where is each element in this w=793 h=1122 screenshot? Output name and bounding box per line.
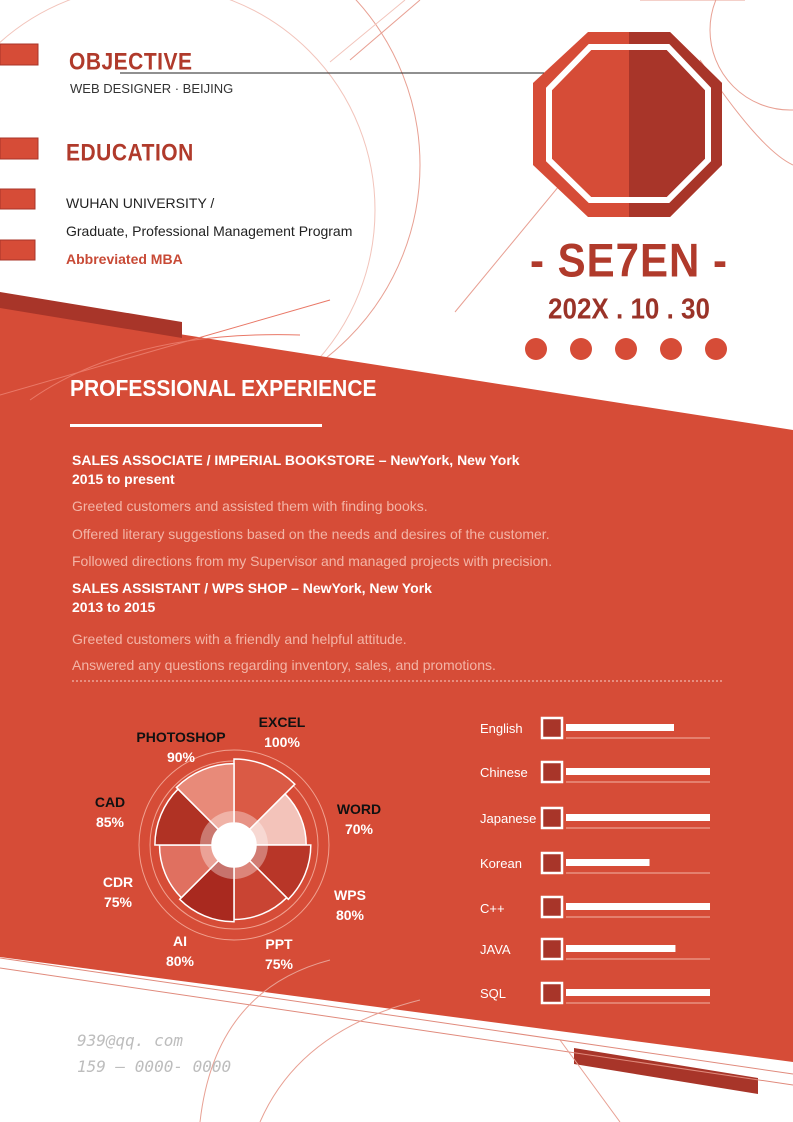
- profile-dots: [525, 338, 727, 360]
- lang-marker-cpp: [542, 897, 562, 917]
- decor-circle-3: [710, 0, 793, 110]
- job-1-period: 2015 to present: [72, 471, 175, 487]
- profile-date: 202X . 10 . 30: [548, 292, 710, 325]
- experience-title: PROFESSIONAL EXPERIENCE: [70, 376, 377, 402]
- lang-label-japanese: Japanese: [480, 811, 537, 826]
- lang-bar-java: [566, 945, 675, 952]
- profile-dot: [570, 338, 592, 360]
- skill-pct-excel: 100%: [264, 734, 300, 750]
- job-1-duty-1: Greeted customers and assisted them with finding books.: [72, 498, 428, 514]
- lang-bar-korean: [566, 859, 650, 866]
- tab-education: [0, 138, 38, 159]
- education-program: Graduate, Professional Management Program: [66, 223, 353, 239]
- lang-bar-japanese: [566, 814, 710, 821]
- lang-marker-korean: [542, 853, 562, 873]
- skill-label-word: WORD: [336, 801, 382, 817]
- decor-line-1: [350, 0, 420, 60]
- profile-dot: [525, 338, 547, 360]
- skill-label-cad: CAD: [94, 794, 126, 810]
- lang-bar-sql: [566, 989, 710, 996]
- lang-marker-sql: [542, 983, 562, 1003]
- skill-pct-word: 70%: [344, 821, 374, 837]
- profile-emblem: [533, 32, 722, 217]
- skill-pct-cad: 85%: [95, 814, 125, 830]
- skill-label-ai: AI: [173, 933, 187, 949]
- lang-marker-english: [542, 718, 562, 738]
- job-2-duty-1: Greeted customers with a friendly and helpful attitude.: [72, 631, 407, 647]
- profile-name: - SE7EN -: [529, 234, 729, 287]
- skill-pct-cdr: 75%: [103, 894, 133, 910]
- lang-label-english: English: [480, 721, 523, 736]
- job-2-period: 2013 to 2015: [72, 599, 156, 615]
- lang-bar-english: [566, 724, 674, 731]
- skill-label-photoshop: PHOTOSHOP: [136, 729, 226, 745]
- tab-school: [0, 189, 35, 209]
- profile-dot: [615, 338, 637, 360]
- tab-degree: [0, 240, 35, 260]
- lang-bar-chinese: [566, 768, 710, 775]
- lang-marker-chinese: [542, 762, 562, 782]
- lang-label-cpp: C++: [480, 901, 505, 916]
- decor-line-2: [330, 0, 405, 62]
- lang-label-korean: Korean: [480, 856, 522, 871]
- lang-label-chinese: Chinese: [480, 765, 528, 780]
- education-title: EDUCATION: [66, 140, 194, 167]
- skill-label-cdr: CDR: [102, 874, 134, 890]
- job-2-duty-2: Answered any questions regarding inventory, sales, and promotions.: [72, 657, 496, 673]
- lang-bar-cpp: [566, 903, 710, 910]
- job-1-duty-3: Followed directions from my Supervisor and managed projects with precision.: [72, 553, 553, 569]
- skill-pct-photoshop: 90%: [166, 749, 196, 765]
- education-school: WUHAN UNIVERSITY /: [66, 195, 215, 211]
- wheel-center: [212, 823, 256, 867]
- skill-label-ppt: PPT: [265, 936, 293, 952]
- bottom-right-bar: [574, 1048, 758, 1094]
- contact-phone: 159 — 0000- 0000: [77, 1057, 232, 1076]
- skill-pct-ai: 80%: [165, 953, 195, 969]
- job-2-title: SALES ASSISTANT / WPS SHOP – NewYork, New York: [72, 580, 432, 596]
- lang-marker-java: [542, 939, 562, 959]
- skill-pct-wps: 80%: [335, 907, 365, 923]
- lang-label-java: JAVA: [480, 942, 511, 957]
- objective-subtitle: WEB DESIGNER · BEIJING: [70, 81, 234, 96]
- education-degree: Abbreviated MBA: [66, 251, 183, 267]
- tab-objective: [0, 44, 38, 65]
- profile-dot: [660, 338, 682, 360]
- contact-email: 939@qq. com: [77, 1031, 183, 1050]
- objective-title: OBJECTIVE: [69, 49, 193, 76]
- job-1-duty-2: Offered literary suggestions based on the needs and desires of the customer.: [72, 526, 550, 542]
- skill-pct-ppt: 75%: [264, 956, 294, 972]
- profile-dot: [705, 338, 727, 360]
- skill-label-wps: WPS: [334, 887, 366, 903]
- lang-label-sql: SQL: [480, 986, 507, 1001]
- lang-marker-japanese: [542, 808, 562, 828]
- skill-label-excel: EXCEL: [258, 714, 306, 730]
- pe-underline: [70, 424, 322, 427]
- job-1-title: SALES ASSOCIATE / IMPERIAL BOOKSTORE – NewYork, New York: [72, 452, 520, 468]
